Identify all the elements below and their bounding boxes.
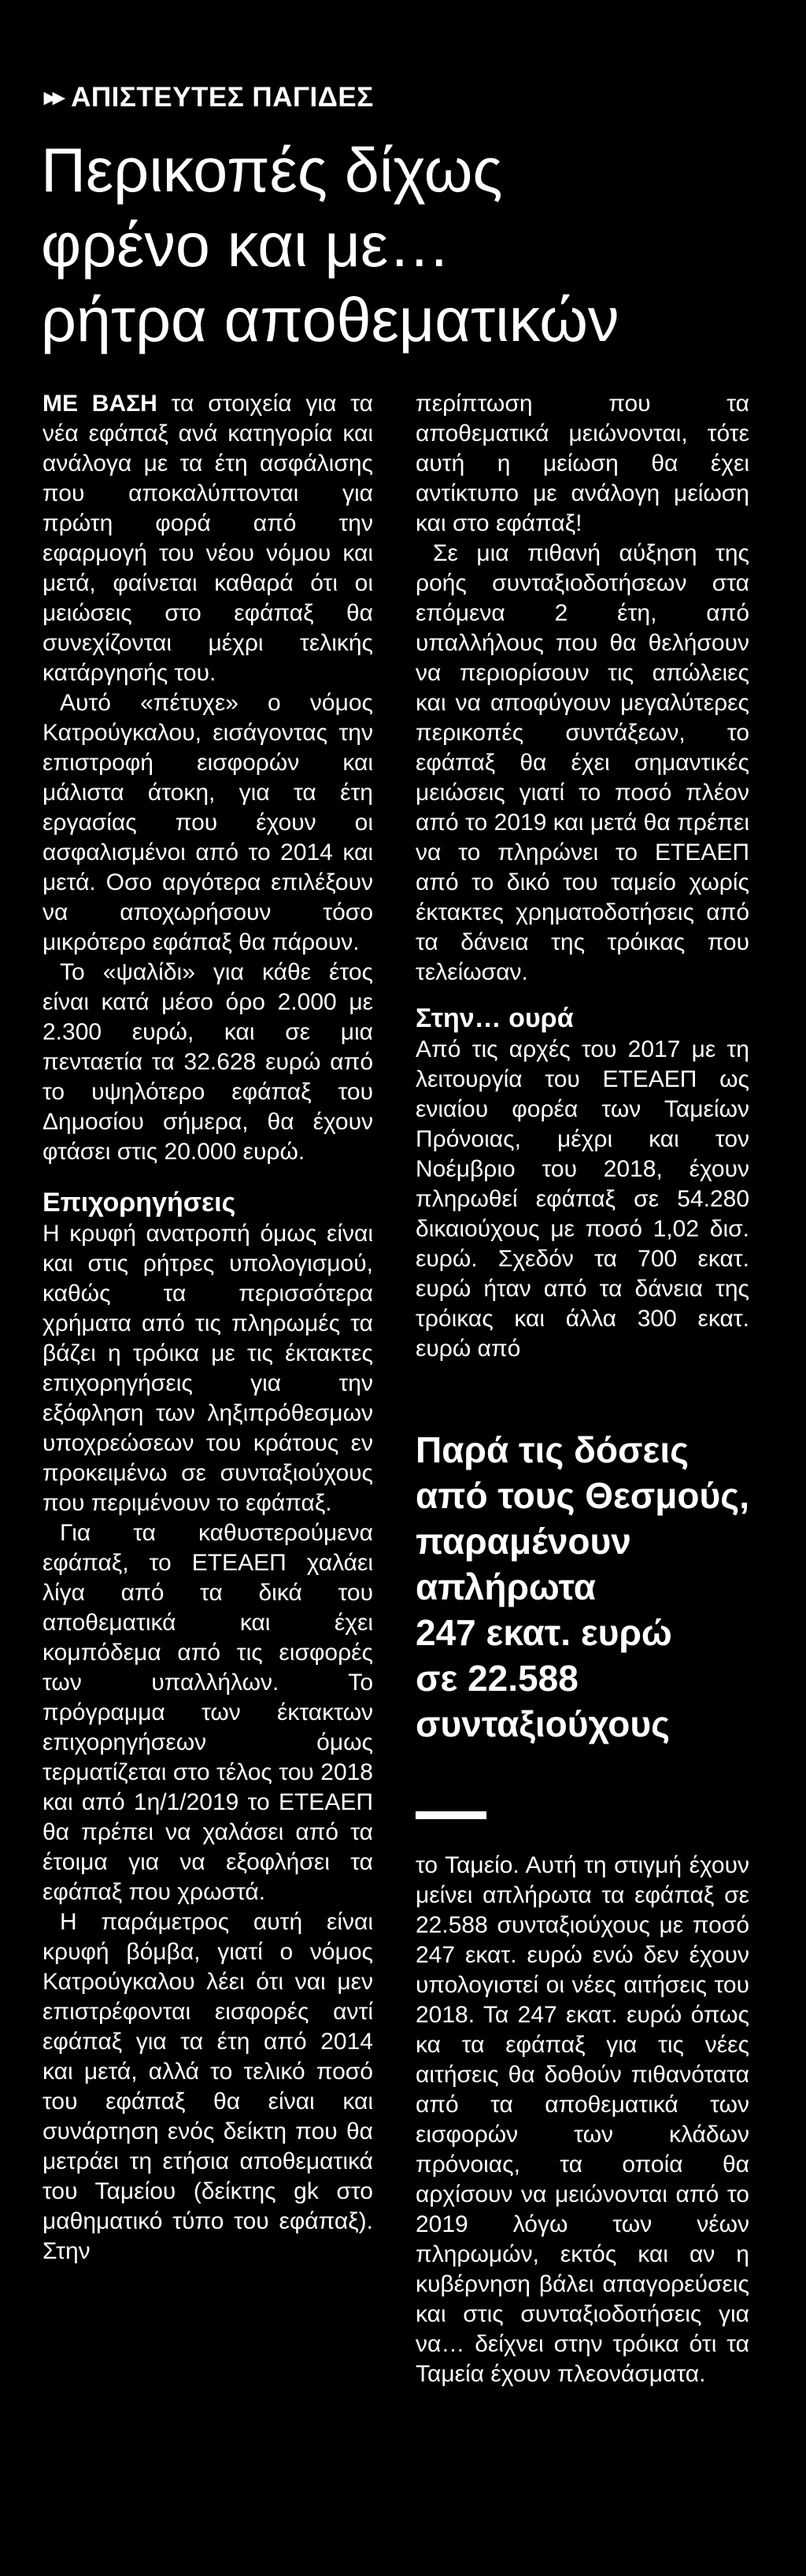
- pull-quote: [416, 1427, 754, 1747]
- paragraph: Από τις αρχές του 2017 με τη λειτουργία του ΕΤΕΑΕΠ ως ενιαίου φορέα των Ταμείων Πρόνοιας, μέχρι και τον Νοέμβριο του 2018, έχουν πληρωθεί εφάπαξ σε 54.280 δικαιούχους με ποσό 1,02 δισ. ευρώ. Σχεδόν τα 700 εκατ. ευρώ ήταν από τα δάνεια της τρόικας και άλλα 300 εκατ. ευρώ από: [416, 1036, 749, 1362]
- right-column-bottom: [416, 1851, 749, 2389]
- pull-quote-line: παραμένουν: [416, 1521, 631, 1562]
- paragraph: Σε μια πιθανή αύξηση της ροής συνταξιοδοτήσεων στα επόμενα 2 έτη, από υπαλλήλους που θα θελήσουν να περιορίσουν τις απώλειες και να αποφύγουν μεγαλύτερες περικοπές συντάξεων, το εφάπαξ θα έχει σημαντικές μειώσεις γιατί το ποσό πλέον από το 2019 και μετά θα πρέπει να το πληρώνει το ΕΤΕΑΕΠ από το δικό του ταμείο χωρίς έκτακτες χρηματοδοτήσεις από τα δάνεια της τρόικας που τελείωσαν.: [416, 540, 749, 985]
- paragraph: Για τα καθυστερούμενα εφάπαξ, το ΕΤΕΑΕΠ χαλάει λίγα από τα δικά του αποθεματικά και έχει κομπόδεμα από τις εισφορές των υπαλλήλων. Το πρόγραμμα των έκτακτων επιχορηγήσεων όμως τερματίζεται στο τέλος του 2018 και από 1η/1/2019 το ΕΤΕΑΕΠ θα πρέπει να χαλάσει από τα έτοιμα για να εξοφλήσει τα εφάπαξ που χρωστά.: [43, 1520, 373, 1905]
- pull-quote-line: 247 εκατ. ευρώ: [416, 1612, 672, 1653]
- pull-quote-line: σε 22.588: [416, 1658, 579, 1699]
- double-arrow-icon: ▸▸: [44, 84, 62, 110]
- kicker-label: ΑΠΙΣΤΕΥΤΕΣ ΠΑΓΙΔΕΣ: [71, 82, 374, 113]
- paragraph-intro-text: τα στοιχεία για τα νέα εφάπαξ ανά κατηγορία και ανάλογα με τα έτη ασφάλισης που αποκαλύπτονται για πρώτη φορά από την εφαρμογή του νέου νόμου και μετά, φαίνεται καθαρά ότι οι μειώσεις στο εφάπαξ θα συνεχίζονται μέχρι τελικής κατάργησής του.: [43, 391, 373, 686]
- pull-quote-rule: [416, 1811, 486, 1819]
- subheading-epichorigiseis: Επιχορηγήσεις: [43, 1188, 236, 1218]
- paragraph: το Ταμείο. Αυτή τη στιγμή έχουν μείνει απλήρωτα τα εφάπαξ σε 22.588 συνταξιούχους με ποσό 247 εκατ. ευρώ ενώ δεν έχουν υπολογιστεί οι νέες αιτήσεις του 2018. Τα 247 εκατ. ευρώ όπως κα τα εφάπαξ για τις νέες αιτήσεις θα δοθούν πιθανότατα από τα αποθεματικά των εισφορών των κλάδων πρόνοιας, τα οποία θα αρχίσουν να μειώνονται από το 2019 λόγω των νέων πληρωμών, εκτός και αν η κυβέρνηση βάλει απαγορεύσεις και στις συνταξιοδοτήσεις για να… δείχνει στην τρόικα ότι τα Ταμεία έχουν πλεονάσματα.: [416, 1852, 749, 2387]
- headline-line-2: φρένο και με…: [41, 209, 451, 280]
- headline-line-3: ρήτρα αποθεματικών: [41, 284, 619, 354]
- lead-in: ΜΕ ΒΑΣΗ: [43, 391, 157, 417]
- pull-quote-line: Παρά τις δόσεις: [416, 1429, 690, 1470]
- section-kicker: [44, 82, 374, 113]
- headline-line-1: Περικοπές δίχως: [41, 135, 503, 205]
- right-column-top: [416, 389, 749, 1364]
- paragraph: Η κρυφή ανατροπή όμως είναι και στις ρήτρες υπολογισμού, καθώς τα περισσότερα χρήματα από τις πληρωμές τα βάζει η τρόικα με τις έκτακτες επιχορηγήσεις για την εξόφληση των ληξιπρόθεσμων υποχρεώσεων του κράτους εν προκειμένω σε συνταξιούχους που περιμένουν το εφάπαξ.: [43, 1221, 373, 1516]
- paragraph: περίπτωση που τα αποθεματικά μειώνονται, τότε αυτή η μείωση θα έχει αντίκτυπο με ανάλογη μείωση και στο εφάπαξ!: [416, 391, 749, 536]
- paragraph-intro: [43, 389, 373, 688]
- pull-quote-line: συνταξιούχους: [416, 1703, 671, 1744]
- subheading-stin-oura: Στην… ουρά: [416, 1003, 574, 1033]
- paragraph: Η παράμετρος αυτή είναι κρυφή βόμβα, γιατί ο νόμος Κατρούγκαλου λέει ότι ναι μεν επιστρέφονται εισφορές αντί εφάπαξ για τα έτη από 2014 και μετά, αλλά το τελικό ποσό του εφάπαξ θα είναι και συνάρτηση ενός δείκτη που θα μετράει τη ετήσια αποθεματικά του Ταμείου (δείκτης gk στο μαθηματικό τύπο του εφάπαξ). Στην: [43, 1909, 373, 2264]
- article-headline: [41, 132, 781, 357]
- paragraph: Το «ψαλίδι» για κάθε έτος είναι κατά μέσο όρο 2.000 με 2.300 ευρώ, και σε μια πενταετία τα 32.628 ευρώ από το υψηλότερο εφάπαξ του Δημοσίου σήμερα, θα έχουν φτάσει στις 20.000 ευρώ.: [43, 959, 373, 1165]
- left-column: [43, 389, 373, 2267]
- pull-quote-line: από τους Θεσμούς,: [416, 1475, 749, 1516]
- paragraph: Αυτό «πέτυχε» ο νόμος Κατρούγκαλου, εισάγοντας την επιστροφή εισφορών και μάλιστα άτοκη, για τα έτη εργασίας που έχουν οι ασφαλισμένοι από το 2014 και μετά. Οσο αργότερα επιλέξουν να αποχωρήσουν τόσο μικρότερο εφάπαξ θα πάρουν.: [43, 690, 373, 955]
- pull-quote-line: απλήρωτα: [416, 1566, 597, 1607]
